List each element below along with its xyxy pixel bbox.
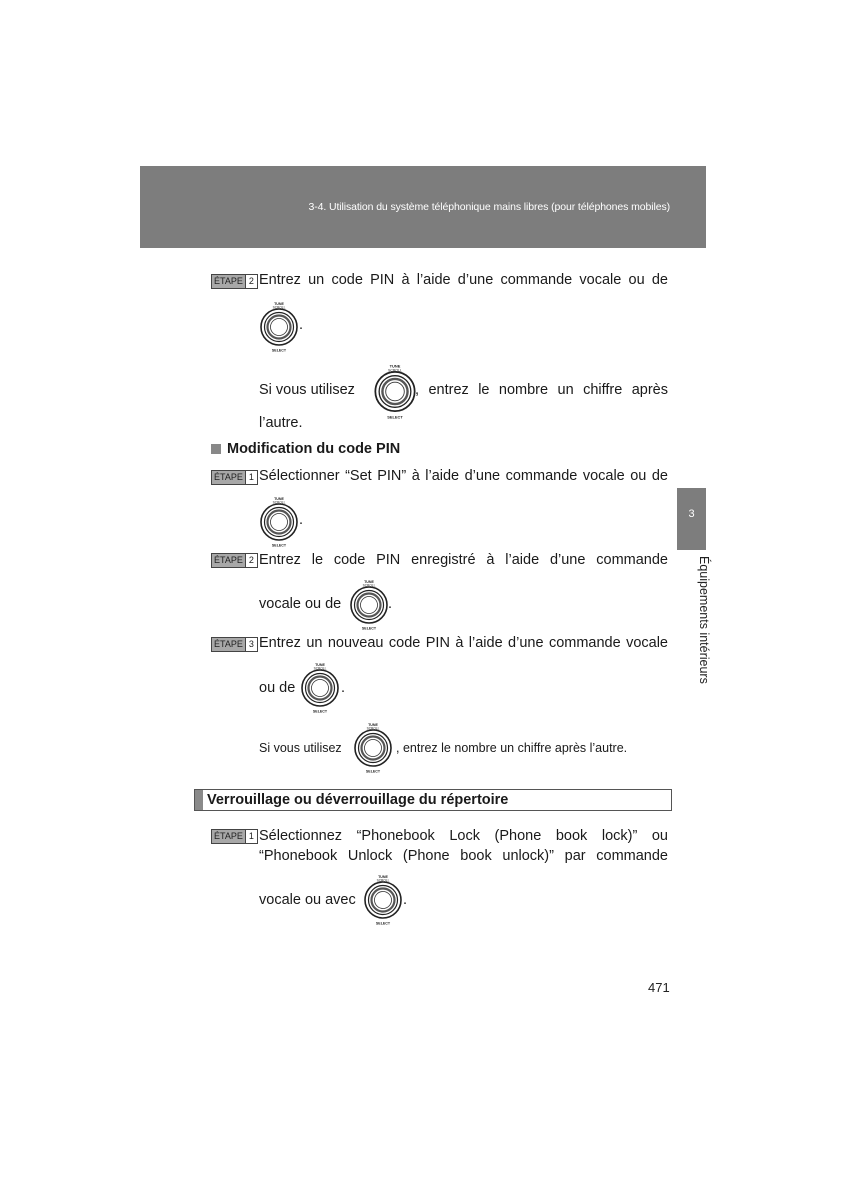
step-badge-label: ÉTAPE xyxy=(214,639,243,649)
section-title: 3-4. Utilisation du système téléphonique mains libres (pour téléphones mobiles) xyxy=(308,201,670,213)
svg-text:SCROLL: SCROLL xyxy=(366,726,380,731)
knob-svg xyxy=(259,300,299,354)
note-text: l’autre. xyxy=(259,415,303,431)
knob-icon xyxy=(349,578,389,637)
step-text-end: . xyxy=(299,317,304,333)
chapter-tab xyxy=(677,488,706,550)
step-text: ou de xyxy=(259,680,296,696)
svg-text:SCROLL: SCROLL xyxy=(362,583,376,588)
svg-text:SELECT: SELECT xyxy=(375,921,391,926)
svg-text:SCROLL: SCROLL xyxy=(376,878,390,883)
note-text: Si vous utilisez xyxy=(259,741,342,755)
chapter-number: 3 xyxy=(688,508,695,520)
knob-svg xyxy=(259,495,299,549)
knob-icon xyxy=(300,661,340,720)
step-badge-label: ÉTAPE xyxy=(214,472,243,482)
step-badge-number: 1 xyxy=(245,830,257,843)
subheading-text: Modification du code PIN xyxy=(227,441,401,457)
step-badge xyxy=(211,470,258,485)
step-text-end: . xyxy=(341,680,346,696)
svg-text:SCROLL: SCROLL xyxy=(313,666,327,671)
step-badge xyxy=(211,553,258,568)
step-badge-number: 2 xyxy=(245,275,257,288)
svg-text:TUNE: TUNE xyxy=(274,302,284,306)
knob-svg xyxy=(349,578,389,632)
note-text: , entrez le nombre un chiffre après l’autre. xyxy=(396,741,628,755)
svg-text:SCROLL: SCROLL xyxy=(272,500,286,505)
step-badge-label: ÉTAPE xyxy=(214,555,243,565)
svg-text:SELECT: SELECT xyxy=(387,414,403,420)
knob-icon xyxy=(373,362,417,426)
knob-icon xyxy=(259,495,299,554)
svg-text:SELECT: SELECT xyxy=(365,769,381,774)
step-badge-label: ÉTAPE xyxy=(214,276,243,286)
note-text: , entrez le nombre un chiffre après xyxy=(415,382,668,398)
step-text: Entrez un code PIN à l’aide d’une commande vocale ou de xyxy=(259,272,668,288)
chapter-title: Équipements intérieurs xyxy=(697,556,711,684)
svg-text:TUNE: TUNE xyxy=(315,663,325,667)
svg-text:TUNE: TUNE xyxy=(364,580,374,584)
svg-text:SCROLL: SCROLL xyxy=(388,368,402,373)
section-heading-box xyxy=(194,789,672,811)
svg-text:TUNE: TUNE xyxy=(389,363,401,369)
knob-icon xyxy=(363,873,403,932)
step-text: Entrez le code PIN enregistré à l’aide d’une commande xyxy=(259,552,668,568)
step-badge-number: 3 xyxy=(245,638,257,651)
step-text-end: . xyxy=(403,892,408,908)
step-badge xyxy=(211,274,258,289)
svg-text:SELECT: SELECT xyxy=(312,709,328,714)
step-badge-number: 1 xyxy=(245,471,257,484)
step-text: vocale ou de xyxy=(259,596,342,612)
step-text: Sélectionnez “Phonebook Lock (Phone book lock)” ou xyxy=(259,828,668,844)
knob-svg xyxy=(363,873,403,927)
knob-svg xyxy=(373,362,417,421)
svg-text:TUNE: TUNE xyxy=(274,497,284,501)
knob-svg xyxy=(300,661,340,715)
step-badge xyxy=(211,829,258,844)
svg-text:SELECT: SELECT xyxy=(271,348,287,353)
step-text: Sélectionner “Set PIN” à l’aide d’une commande vocale ou de xyxy=(259,468,668,484)
knob-icon xyxy=(353,721,393,780)
svg-text:TUNE: TUNE xyxy=(378,875,388,879)
note-text: Si vous utilisez xyxy=(259,382,355,398)
section-heading-text: Verrouillage ou déverrouillage du répertoire xyxy=(207,792,509,808)
step-text-end: . xyxy=(299,512,304,528)
step-badge-number: 2 xyxy=(245,554,257,567)
step-badge-label: ÉTAPE xyxy=(214,831,243,841)
svg-text:SCROLL: SCROLL xyxy=(272,305,286,310)
bullet-square-icon xyxy=(211,444,221,454)
svg-text:SELECT: SELECT xyxy=(361,626,377,631)
step-badge xyxy=(211,637,258,652)
step-text: “Phonebook Unlock (Phone book unlock)” par commande xyxy=(259,848,668,864)
section-heading-stripe xyxy=(195,790,203,810)
svg-text:TUNE: TUNE xyxy=(368,723,378,727)
subheading xyxy=(211,441,400,457)
chapter-header-bar xyxy=(140,166,706,248)
step-text: vocale ou avec xyxy=(259,892,356,908)
step-text-end: . xyxy=(388,596,393,612)
knob-svg xyxy=(353,721,393,775)
page-number: 471 xyxy=(648,980,670,995)
svg-text:SELECT: SELECT xyxy=(271,543,287,548)
knob-icon xyxy=(259,300,299,359)
step-text: Entrez un nouveau code PIN à l’aide d’une commande vocale xyxy=(259,635,668,651)
